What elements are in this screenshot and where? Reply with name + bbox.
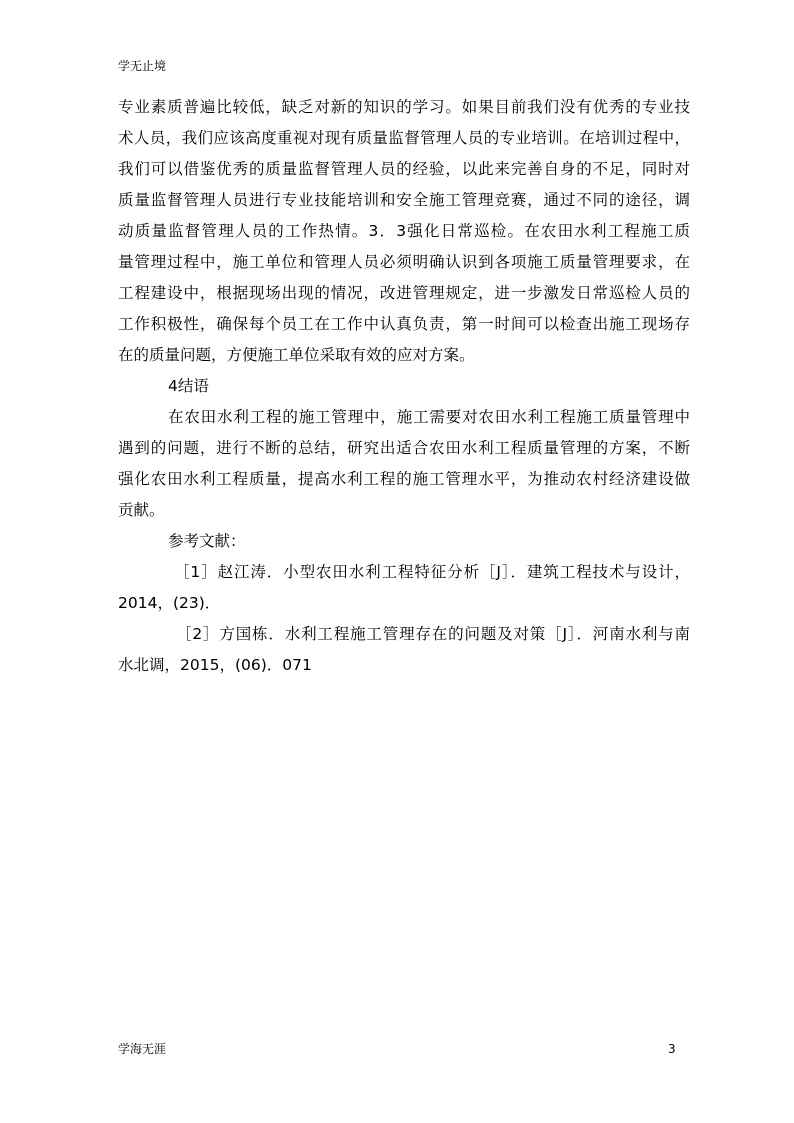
page-number: 3 [668, 1042, 676, 1056]
reference-line: ［2］方国栋．水利工程施工管理存在的问题及对策［J］．河南水利与南 [176, 625, 690, 643]
paragraph-line: 强化农田水利工程质量，提高水利工程的施工管理水平，为推动农村经济建设做 [118, 470, 690, 488]
section-heading: 4结语 [168, 377, 209, 395]
page-header: 学无止境 [118, 59, 167, 73]
references-heading: 参考文献： [168, 532, 246, 550]
reference-line: ［1］赵江涛．小型农田水利工程特征分析［J］．建筑工程技术与设计， [174, 563, 690, 581]
paragraph-line: 工作积极性，确保每个员工在工作中认真负责，第一时间可以检查出施工现场存 [118, 315, 690, 333]
paragraph-line: 工程建设中，根据现场出现的情况，改进管理规定，进一步激发日常巡检人员的 [118, 284, 690, 302]
reference-line: 2014，(23)． [118, 594, 221, 612]
paragraph-line: 贡献。 [118, 501, 165, 519]
paragraph-continued [118, 92, 690, 371]
reference-item-1 [118, 557, 690, 619]
page-footer-text: 学海无涯 [118, 1042, 167, 1056]
reference-item-2 [118, 619, 690, 681]
paragraph-line: 术人员，我们应该高度重视对现有质量监督管理人员的专业培训。在培训过程中， [118, 129, 690, 147]
paragraph-line: 在的质量问题，方便施工单位采取有效的应对方案。 [118, 346, 475, 364]
paragraph-line: 我们可以借鉴优秀的质量监督管理人员的经验，以此来完善自身的不足，同时对 [118, 160, 690, 178]
document-body [118, 92, 690, 681]
paragraph-line: 质量监督管理人员进行专业技能培训和安全施工管理竞赛，通过不同的途径，调 [118, 191, 690, 209]
paragraph-line: 动质量监督管理人员的工作热情。3．3强化日常巡检。在农田水利工程施工质 [118, 222, 690, 240]
conclusion-paragraph [118, 402, 690, 526]
paragraph-line: 在农田水利工程的施工管理中，施工需要对农田水利工程施工质量管理中 [168, 408, 690, 426]
reference-line: 水北调，2015，(06)．071 [118, 656, 312, 674]
paragraph-line: 遇到的问题，进行不断的总结，研究出适合农田水利工程质量管理的方案，不断 [118, 439, 690, 457]
paragraph-line: 量管理过程中，施工单位和管理人员必须明确认识到各项施工质量管理要求，在 [118, 253, 690, 271]
paragraph-line: 专业素质普遍比较低，缺乏对新的知识的学习。如果目前我们没有优秀的专业技 [118, 98, 690, 116]
